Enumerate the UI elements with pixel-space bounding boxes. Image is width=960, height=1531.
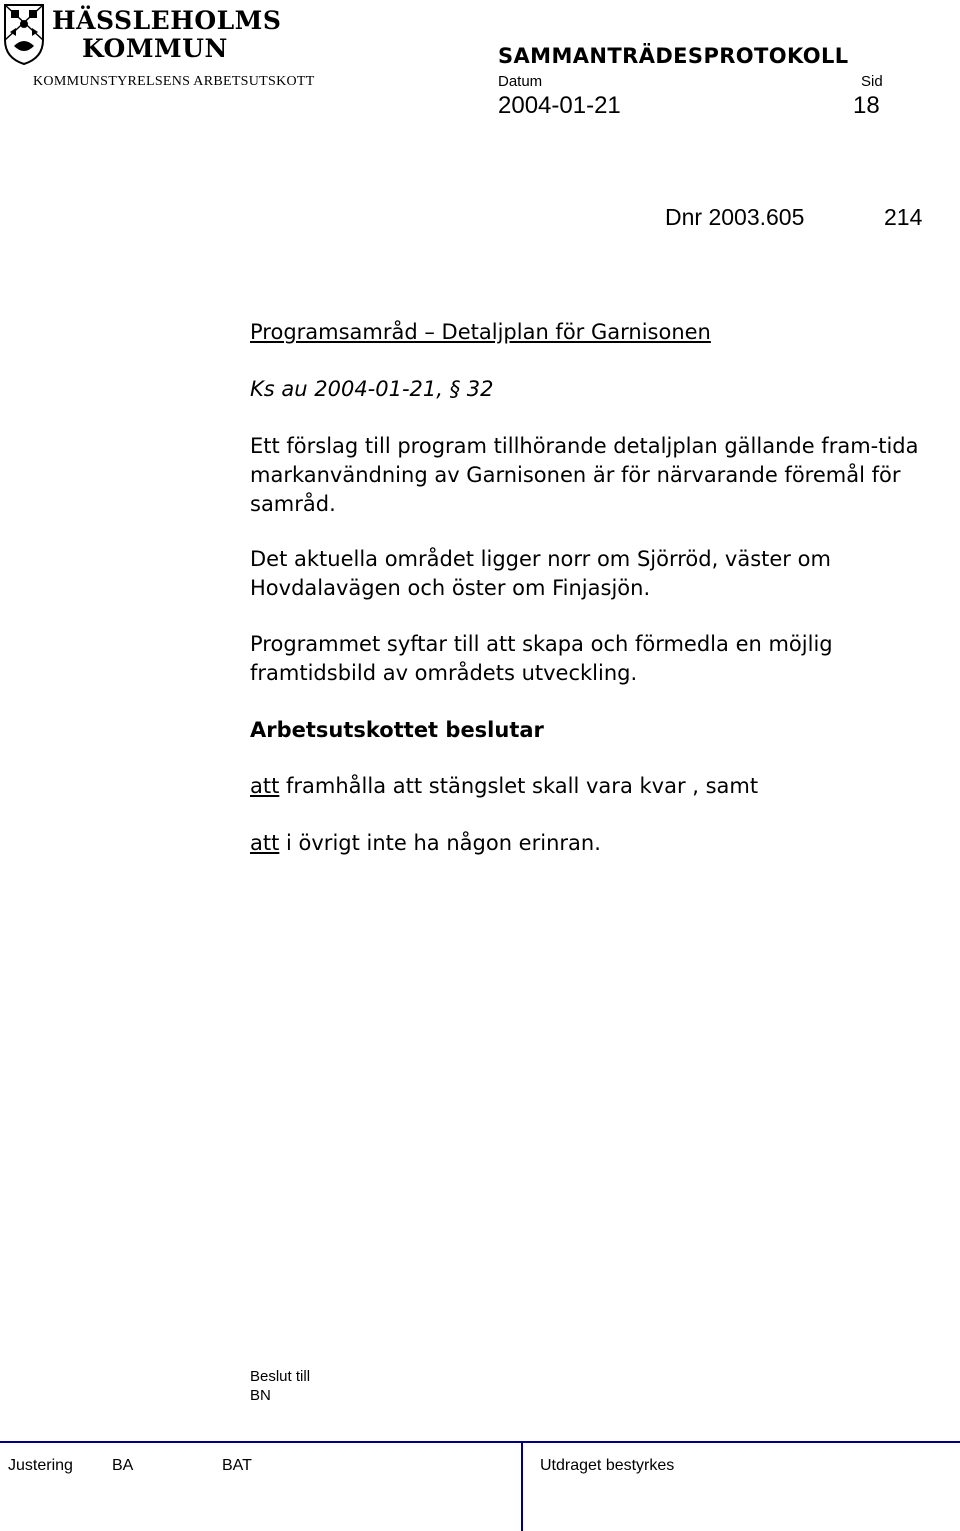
org-name-line1: HÄSSLEHOLMS: [52, 6, 282, 35]
decision-item: [250, 772, 758, 801]
item-heading: Programsamråd – Detaljplan för Garnisonen: [250, 320, 711, 344]
footer-justering: Justering: [8, 1457, 73, 1474]
body-paragraph: Ett förslag till program tillhörande detaljplan gällande fram-tida markanvändning av Garnisonen är för närvarande föremål för samråd.: [250, 434, 919, 516]
date-label: Datum: [498, 73, 543, 90]
decision-item: [250, 829, 601, 858]
footer-initials: BAT: [222, 1457, 252, 1474]
org-subunit: KOMMUNSTYRELSENS ARBETSUTSKOTT: [33, 74, 315, 89]
meeting-reference: Ks au 2004-01-21, § 32: [250, 377, 494, 401]
decision-text: i övrigt inte ha någon erinran.: [279, 831, 601, 855]
sent-to-label: Beslut till: [250, 1368, 311, 1385]
page-label: Sid: [861, 73, 883, 90]
meeting-date: 2004-01-21: [498, 92, 621, 119]
decision-att: att: [250, 831, 280, 855]
footer-initials: BA: [112, 1457, 134, 1474]
document-title: SAMMANTRÄDESPROTOKOLL: [498, 44, 849, 68]
decision-heading: Arbetsutskottet beslutar: [250, 718, 544, 742]
case-number: Dnr 2003.605: [665, 204, 805, 230]
coat-of-arms-icon: [2, 2, 46, 66]
footer-certified: Utdraget bestyrkes: [540, 1457, 675, 1474]
decision-att: att: [250, 774, 280, 798]
decision-text: framhålla att stängslet skall vara kvar , samt: [279, 774, 759, 798]
sent-to-recipient: BN: [250, 1387, 271, 1404]
org-name-line2: KOMMUN: [82, 34, 228, 63]
body-paragraph: Programmet syftar till att skapa och förmedla en möjlig framtidsbild av områdets utveckling.: [250, 632, 833, 685]
page-number: 18: [853, 92, 880, 119]
paragraph-number: 214: [884, 204, 923, 230]
footer-divider: [0, 1441, 960, 1443]
body-paragraph: Det aktuella området ligger norr om Sjörröd, väster om Hovdalavägen och öster om Finjasjön.: [250, 547, 831, 600]
footer-column-divider: [521, 1441, 523, 1531]
